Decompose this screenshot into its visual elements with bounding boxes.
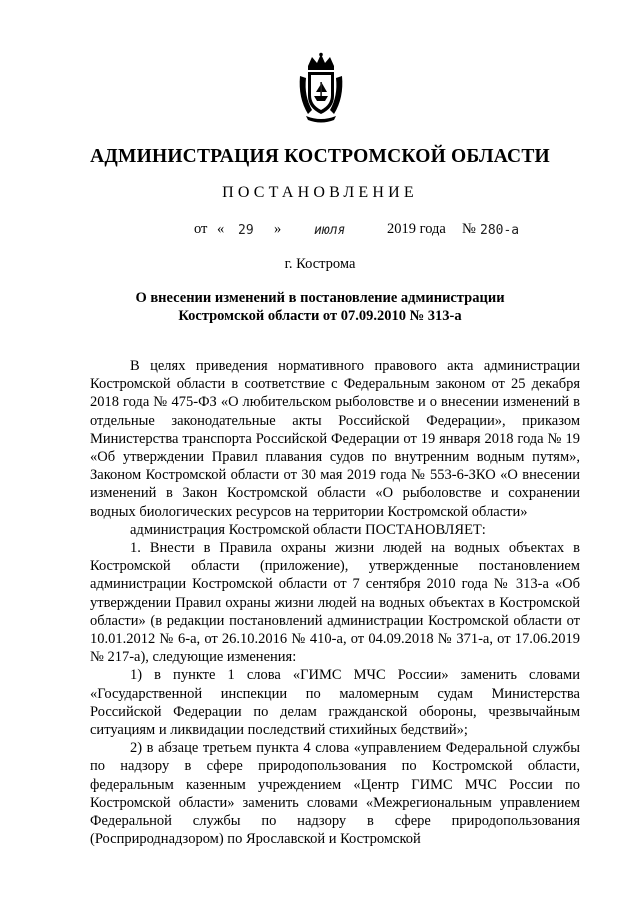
number-sign: №: [462, 221, 476, 237]
paragraph-item-1: 1. Внести в Правила охраны жизни людей на водных объектах в Костромской области (приложение), утвержденные постановлением администрации Костромской области от 7 сентября 2010 года № 313-а «Об утверждении Правил охраны жизни людей на водных объектах в Костромской области» (в редакции постановлений администрации Костромской области от 10.01.2012 № 6-а, от 26.10.2016 № 410-а, от 04.09.2018 № 371-а, от 17.06.2019 № 217-а), следующие изменения:: [90, 540, 580, 666]
date-day: 29: [238, 223, 254, 238]
document-number: 280-а: [480, 223, 520, 238]
paragraph-subitem-2: 2) в абзаце третьем пункта 4 слова «управлением Федеральной службы по надзору в сфере природопользования по Костромской области, федеральным казенным учреждением «Центр ГИМС МЧС России по Костромской области» заменить словами «Межрегиональным управлением Федеральной службы по надзору в сфере природопользования (Росприроднадзором) по Ярославской и Костромской: [90, 740, 580, 848]
quote-close: »: [274, 221, 282, 237]
document-date-line: [0, 221, 640, 241]
paragraph-subitem-1: 1) в пункте 1 слова «ГИМС МЧС России» заменить словами «Государственной инспекции по маломерным судам Министерства Российской Федерации по делам гражданской обороны, чрезвычайным ситуациям и ликвидации последствий стихийных бедствий»;: [90, 667, 580, 739]
subject-line-2: Костромской области от 07.09.2010 № 313-а: [178, 308, 462, 324]
organization-title: АДМИНИСТРАЦИЯ КОСТРОМСКОЙ ОБЛАСТИ: [90, 146, 550, 167]
coat-of-arms-emblem: [296, 52, 346, 124]
date-year: 2019 года: [387, 221, 446, 237]
issue-city: г. Кострома: [284, 256, 356, 272]
paragraph-resolves: администрация Костромской области ПОСТАНОВЛЯЕТ:: [130, 521, 486, 538]
quote-open: «: [217, 221, 225, 237]
subject-line-1: О внесении изменений в постановление администрации: [135, 290, 505, 306]
document-type-heading: ПОСТАНОВЛЕНИЕ: [222, 184, 418, 201]
date-prefix: от: [194, 221, 208, 237]
date-month: июля: [314, 223, 346, 238]
document-body: [90, 357, 580, 848]
document-subject: [80, 289, 560, 325]
paragraph-preamble: В целях приведения нормативного правового акта администрации Костромской области в соответствие с Федеральным законом от 25 декабря 2018 года № 475-ФЗ «О любительском рыболовстве и о внесении изменений в отдельные законодательные акты Российской Федерации», приказом Министерства транспорта Российской Федерации от 19 января 2018 года № 19 «Об утверждении Правил плавания судов по внутренним водным путям», Законом Костромской области от 30 мая 2019 года № 553-6-ЗКО «О внесении изменений в Закон Костромской области «О рыболовстве и сохранении водных биологических ресурсов на территории Костромской области»: [90, 358, 580, 520]
